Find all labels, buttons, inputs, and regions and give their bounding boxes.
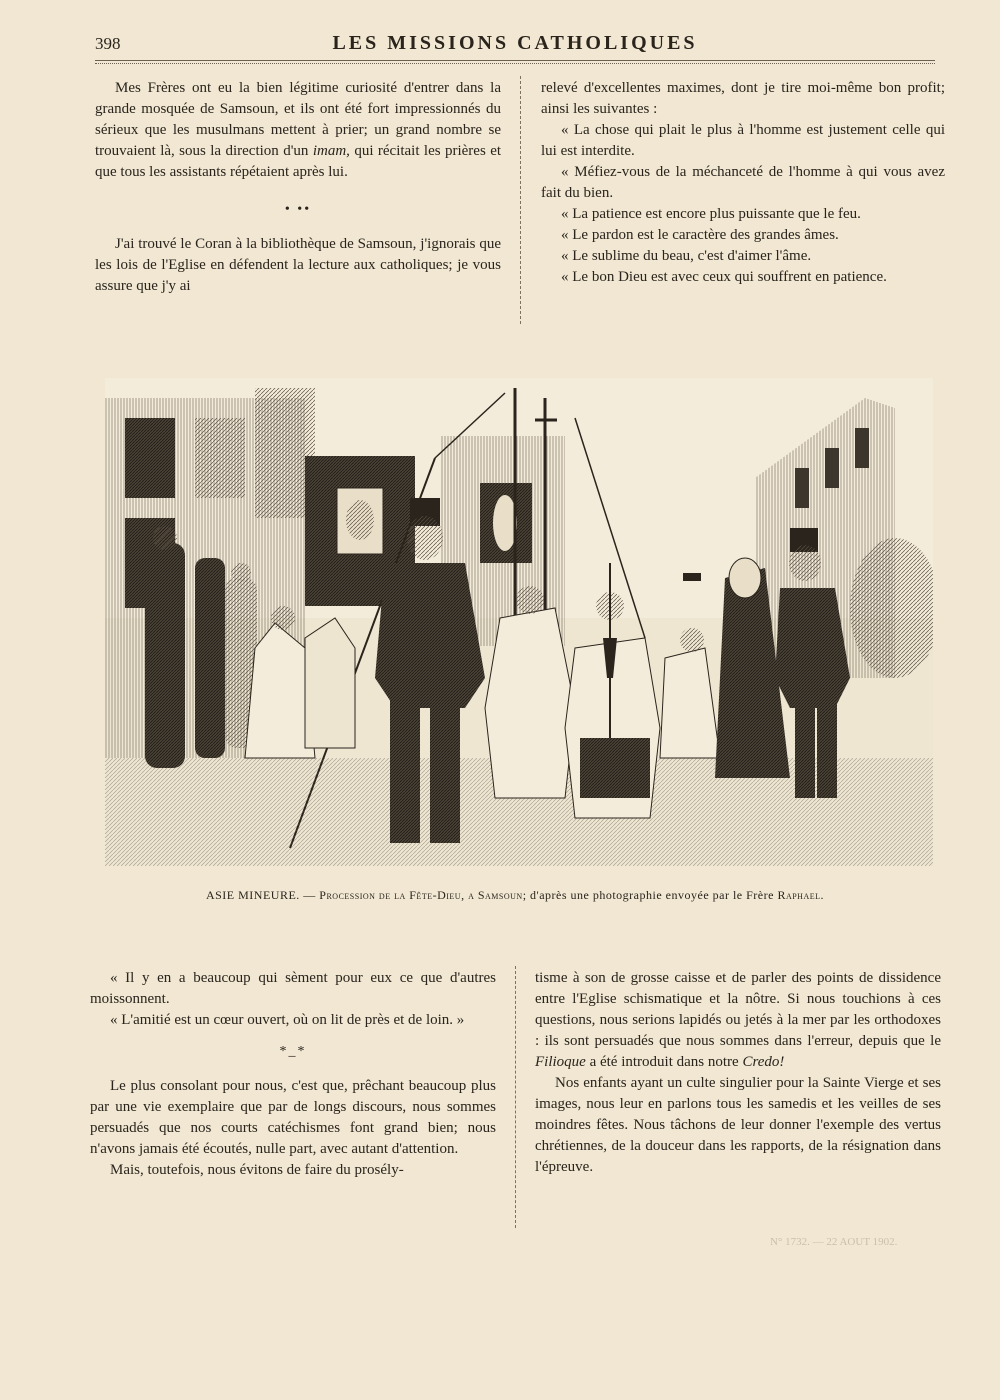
quote-line: « Il y en a beaucoup qui sèment pour eux ce que d'autres moissonnent. [90, 970, 496, 1007]
lower-left-column [90, 968, 496, 1181]
quote-line: « Le pardon est le caractère des grandes âmes. [561, 227, 839, 243]
section-separator: • •• [284, 202, 312, 217]
paragraph: Mais, toutefois, nous évitons de faire du prosély- [110, 1162, 404, 1178]
quote-line: « Le bon Dieu est avec ceux qui souffrent en patience. [561, 269, 887, 285]
quote-line: « Méfiez-vous de la méchanceté de l'homme à qui vous avez fait du bien. [541, 164, 945, 201]
quote-line: « L'amitié est un cœur ouvert, où on lit de près et de loin. » [110, 1012, 465, 1028]
italic-word: imam, [312, 143, 350, 159]
page-number: 398 [95, 34, 121, 53]
column-divider [515, 966, 516, 1228]
upper-left-column [95, 78, 501, 297]
paragraph: tisme à son de grosse caisse et de parler des points de dissidence entre l'Eglise schismatique et la nôtre. Si nous touchions à ces questions, nous serions lapidés ou jetés à la mer par les orthodoxes : ils sont persuadés que nous sommes dans l'erreur, depuis que le Filioque a été introduit dans notre Credo! [535, 970, 941, 1070]
quote-line: « La patience est encore plus puissante que le feu. [561, 206, 861, 222]
engraving-drawing [105, 378, 933, 866]
section-separator: *_* [279, 1044, 307, 1059]
caption-region: ASIE MINEURE. [205, 888, 300, 902]
figure-caption: ASIE MINEURE. — Procession de la Fête-Dieu, a Samsoun; d'après une photographie envoyée par le Frère Raphael. [205, 888, 825, 902]
faded-footer-text: N° 1732. — 22 AOUT 1902. [770, 1236, 898, 1248]
italic-word: Filioque [535, 1054, 586, 1070]
paragraph: Mes Frères ont eu la bien légitime curiosité d'entrer dans la grande mosquée de Samsoun, et ils ont été fort impressionnés du sérieux que les musulmans mettent à prier; un grand nombre se trouvaient là, sous la direction d'un imam, qui récitait les prières et que tous les assistants répétaient après lui. [95, 80, 502, 180]
paragraph: relevé d'excellentes maximes, dont je tire moi-même bon profit; ainsi les suivantes : [541, 80, 945, 117]
quote-line: « Le sublime du beau, c'est d'aimer l'âme. [561, 248, 812, 264]
paragraph: J'ai trouvé le Coran à la bibliothèque de Samsoun, j'ignorais que les lois de l'Eglise en défendent la lecture aux catholiques; je vous assure que j'y ai [95, 236, 501, 294]
italic-word: Credo! [742, 1054, 785, 1070]
upper-right-column [541, 78, 945, 288]
header-rule [95, 60, 935, 61]
column-divider [520, 76, 521, 324]
procession-engraving [105, 378, 933, 866]
quote-line: « La chose qui plait le plus à l'homme est justement celle qui lui est interdite. [541, 122, 945, 159]
caption-title: Procession de la Fête-Dieu, a Samsoun [319, 888, 523, 902]
running-title: LES MISSIONS CATHOLIQUES [332, 32, 698, 54]
paragraph: Le plus consolant pour nous, c'est que, prêchant beaucoup plus par une vie exemplaire que par de longs discours, nous sommes persuadés que nos courts catéchismes font grand bien; nous n'avons jamais été écoutés, nulle part, avec autant d'attention. [90, 1078, 496, 1157]
header-rule-dotted [95, 63, 935, 64]
lower-right-column [535, 968, 941, 1178]
page-header [95, 32, 935, 58]
paragraph: Nos enfants ayant un culte singulier pour la Sainte Vierge et ses images, nous leur en parlons tous les samedis et les veilles de ses moindres fêtes. Nous tâchons de leur donner l'exemple des vertus chrétiennes, de la douceur dans les rapports, de la résignation dans l'épreuve. [535, 1075, 941, 1175]
caption-author: Raphael. [777, 888, 825, 902]
